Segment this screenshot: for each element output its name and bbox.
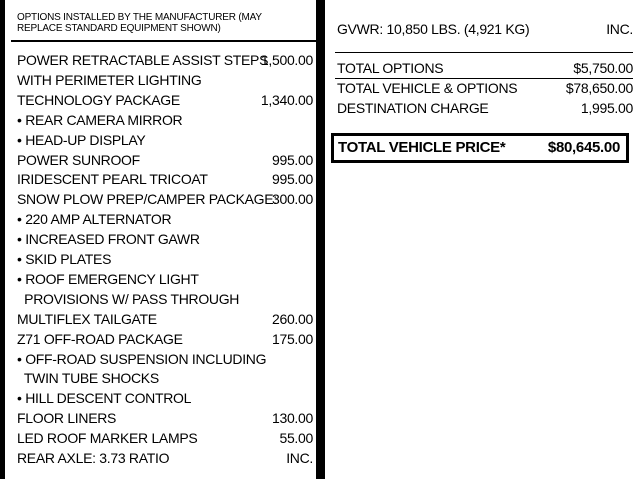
- total-vehicle-options-label: TOTAL VEHICLE & OPTIONS: [337, 80, 518, 96]
- option-row: [17, 269, 313, 289]
- option-price: 260.00: [271, 310, 313, 327]
- option-price: 300.00: [271, 191, 313, 208]
- option-price: 55.00: [279, 430, 313, 447]
- total-vehicle-price-label: TOTAL VEHICLE PRICE*: [338, 139, 506, 156]
- price-summary-panel: [325, 0, 640, 479]
- total-vehicle-options-value: $78,650.00: [565, 80, 633, 96]
- option-text: • REAR CAMERA MIRROR: [17, 111, 183, 128]
- option-text: • HEAD-UP DISPLAY: [17, 131, 146, 148]
- total-vehicle-price-box: [331, 133, 629, 163]
- option-row: [17, 189, 313, 209]
- option-text: PROVISIONS W/ PASS THROUGH: [17, 290, 240, 307]
- summary-divider: [335, 52, 633, 53]
- option-text: TECHNOLOGY PACKAGE: [17, 91, 180, 108]
- option-price: 175.00: [271, 330, 313, 347]
- option-row: [17, 368, 313, 388]
- option-text: Z71 OFF-ROAD PACKAGE: [17, 330, 183, 347]
- option-row: [17, 448, 313, 468]
- option-row: [17, 150, 313, 170]
- destination-charge-value: 1,995.00: [580, 100, 633, 116]
- option-row: [17, 130, 313, 150]
- total-options-row: [337, 58, 633, 78]
- gvwr-value: INC.: [606, 21, 633, 37]
- option-text: TWIN TUBE SHOCKS: [17, 370, 159, 387]
- option-row: [17, 329, 313, 349]
- option-text: POWER RETRACTABLE ASSIST STEPS: [17, 52, 269, 68]
- option-row: [17, 428, 313, 448]
- option-text: • HILL DESCENT CONTROL: [17, 390, 192, 407]
- total-vehicle-price-value: $80,645.00: [547, 139, 620, 156]
- option-text: MULTIFLEX TAILGATE: [17, 310, 157, 327]
- option-row: [17, 70, 313, 90]
- total-options-label: TOTAL OPTIONS: [337, 60, 444, 76]
- option-text: POWER SUNROOF: [17, 151, 140, 168]
- header-divider: [11, 40, 316, 42]
- option-row: [17, 249, 313, 269]
- total-vehicle-options-row: [337, 78, 633, 98]
- total-options-value: $5,750.00: [573, 60, 633, 76]
- option-price: 1,500.00: [260, 52, 313, 68]
- option-price: 1,340.00: [260, 91, 313, 108]
- option-row: [17, 110, 313, 130]
- option-row: [17, 90, 313, 110]
- option-row: [17, 309, 313, 329]
- option-price: 130.00: [271, 410, 313, 427]
- option-row: [17, 388, 313, 408]
- option-text: SNOW PLOW PREP/CAMPER PACKAGE:: [17, 191, 277, 208]
- option-text: • 220 AMP ALTERNATOR: [17, 211, 172, 228]
- options-panel: [5, 0, 316, 479]
- option-row: [17, 289, 313, 309]
- option-text: FLOOR LINERS: [17, 410, 117, 427]
- option-row: [17, 169, 313, 189]
- option-price: INC.: [286, 450, 313, 466]
- option-price: 995.00: [271, 171, 313, 188]
- option-text: REAR AXLE: 3.73 RATIO: [17, 450, 170, 466]
- destination-charge-row: [337, 98, 633, 118]
- options-header: OPTIONS INSTALLED BY THE MANUFACTURER (MAY REPLACE STANDARD EQUIPMENT SHOWN): [17, 12, 262, 34]
- option-text: IRIDESCENT PEARL TRICOAT: [17, 171, 208, 188]
- destination-charge-label: DESTINATION CHARGE: [337, 100, 489, 116]
- gvwr-row: [337, 19, 633, 39]
- option-row: [17, 209, 313, 229]
- option-row: [17, 349, 313, 369]
- option-text: • ROOF EMERGENCY LIGHT: [17, 270, 199, 287]
- gvwr-label: GVWR: 10,850 LBS. (4,921 KG): [337, 21, 530, 37]
- option-text: • SKID PLATES: [17, 251, 112, 267]
- option-row: [17, 229, 313, 249]
- option-row: [17, 50, 313, 70]
- option-price: 995.00: [271, 151, 313, 168]
- option-text: • OFF-ROAD SUSPENSION INCLUDING: [17, 350, 267, 367]
- option-text: WITH PERIMETER LIGHTING: [17, 71, 202, 88]
- option-text: LED ROOF MARKER LAMPS: [17, 430, 198, 447]
- option-text: • INCREASED FRONT GAWR: [17, 231, 200, 248]
- option-row: [17, 408, 313, 428]
